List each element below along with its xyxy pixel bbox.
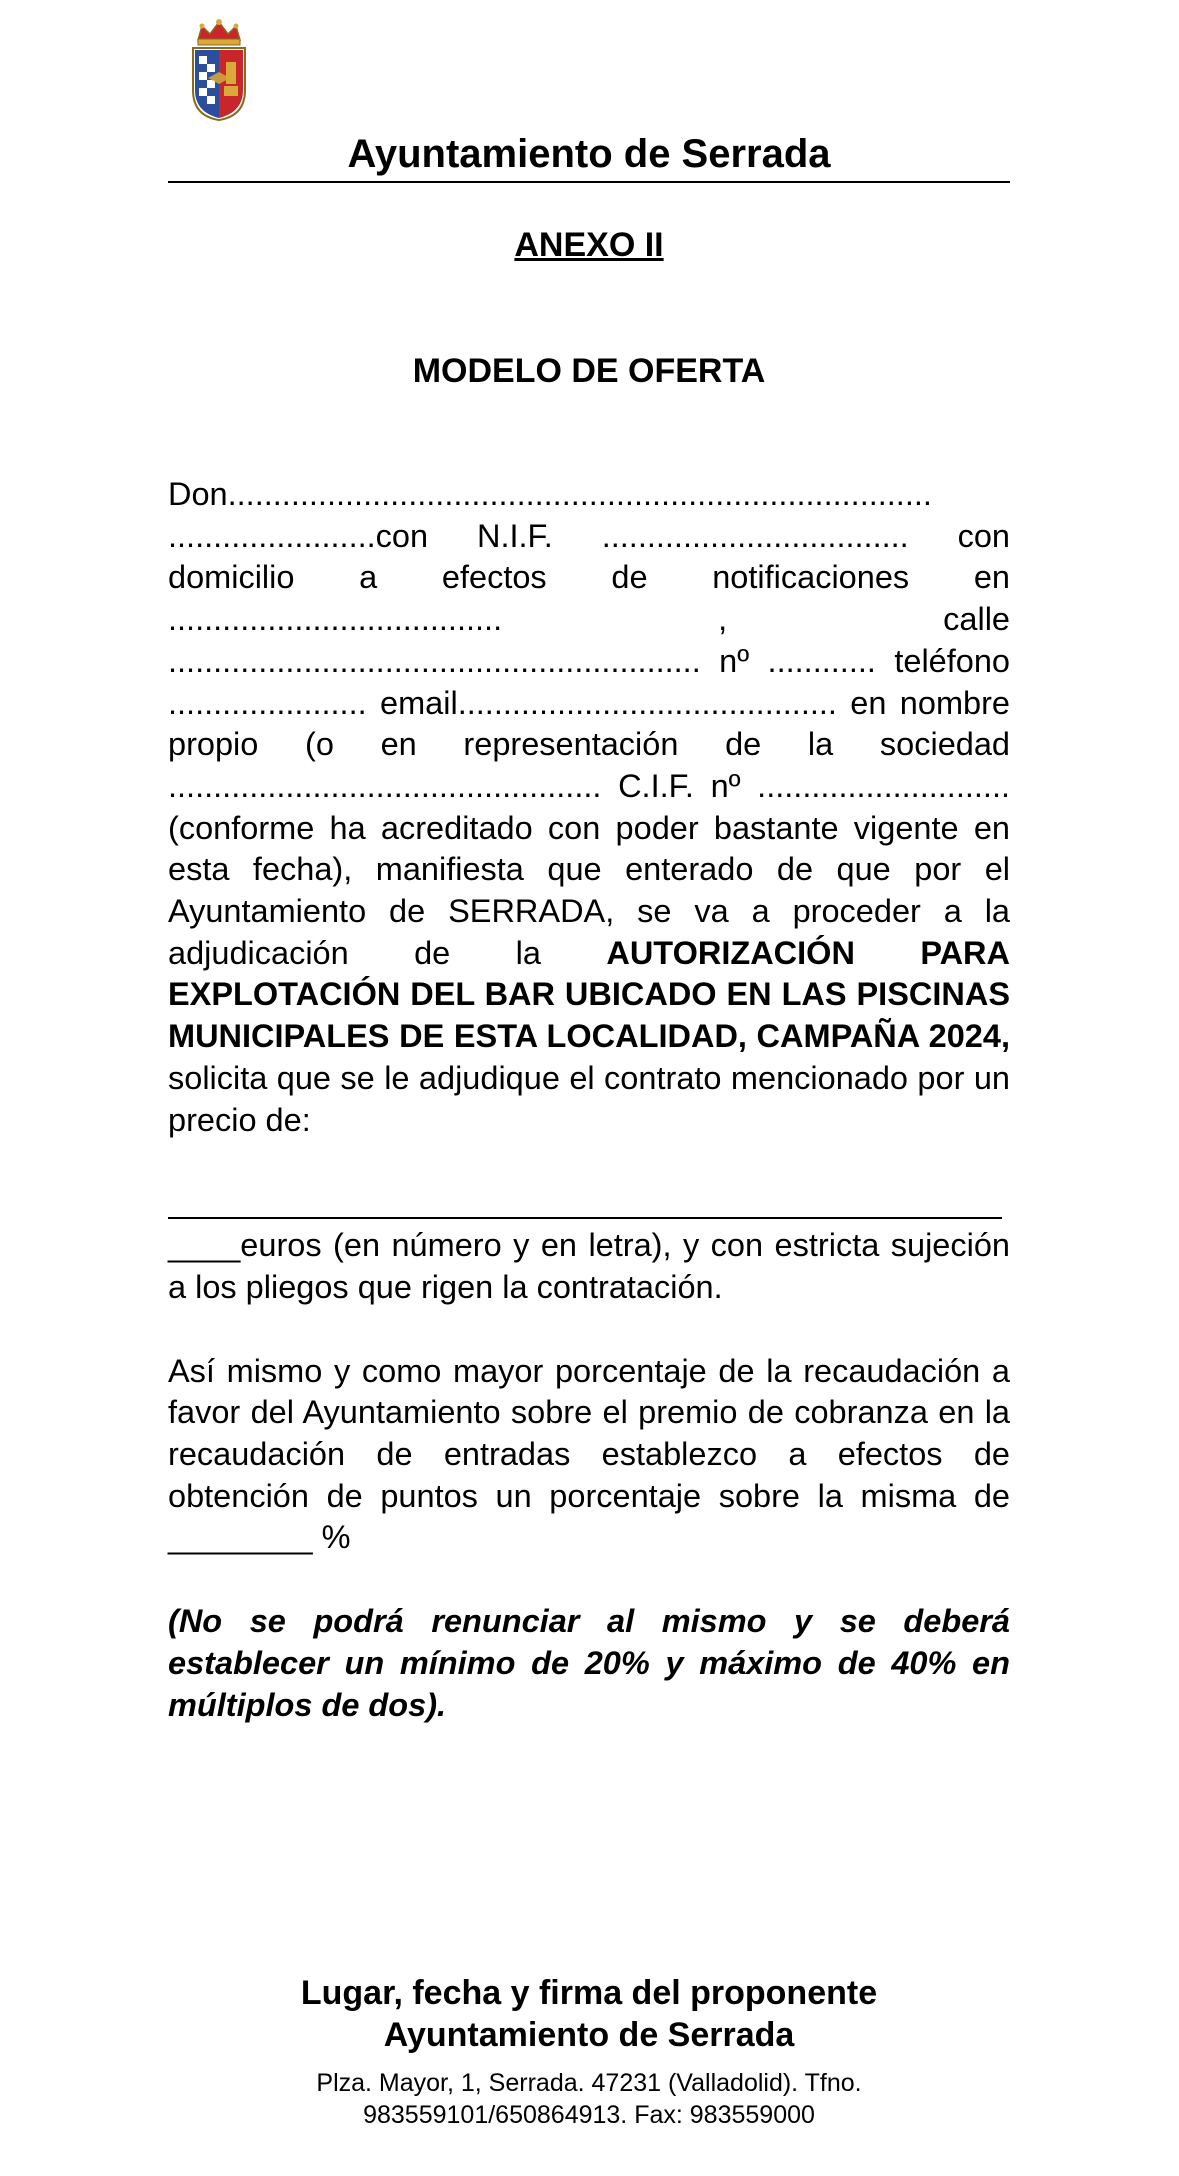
offerer-line: en ..................................... , calle (168, 559, 1010, 638)
offerer-line: domicilio a efectos de notificaciones (168, 559, 910, 596)
contract-object: AUTORIZACIÓN PARA EXPLOTACIÓN DEL BAR UBICADO EN LAS PISCINAS MUNICIPALES DE ESTA LOCALIDAD, CAMPAÑA 2024, (168, 934, 1010, 1055)
footer-organization: Ayuntamiento de Serrada (383, 2016, 795, 2054)
offerer-line: teléfono ...................... (168, 642, 1010, 721)
offerer-line: SERRADA, se va a proceder a la adjudicación de la (168, 893, 1011, 971)
offerer-line: ................................................ C.I.F. nº (168, 767, 741, 804)
offerer-line: .......................con N.I.F. .................................. con (168, 517, 1010, 554)
paragraph-percentage: Así mismo y como mayor porcentaje de la recaudación a favor del Ayuntamiento sobre el premio de cobranza en la recaudación de entradas establezco a efectos de obtención de puntos un porcentaje sobre la misma de ________ % (168, 1352, 1010, 1556)
offerer-line: Don.............................................................................. (168, 476, 932, 512)
request-text: solicita que se le adjudique el contrato mencionado por un precio de: (168, 1059, 1010, 1138)
spacer (168, 1141, 1010, 1183)
address-line: Plza. Mayor, 1, Serrada. 47231 (Valladolid). Tfno. (316, 2069, 862, 2097)
paragraph-note: (No se podrá renunciar al mismo y se deberá establecer un mínimo de 20% y máximo de 40% en múltiplos de dos). (168, 1603, 1010, 1723)
spacer (168, 1559, 1010, 1601)
paragraph-price: ____euros (en número y en letra), y con estricta sujeción a los pliegos que rigen la contratación. (168, 1227, 1010, 1305)
paragraph-offer-details (168, 474, 1010, 1141)
offerer-line: ............................ (conforme ha acreditado con (168, 767, 1010, 846)
footer-address (168, 2067, 1010, 2131)
header-divider (168, 181, 1010, 183)
offerer-line: que enterado de que por el Ayuntamiento de (168, 851, 1011, 930)
offerer-line: ........................................................... nº ............ (168, 642, 876, 679)
offerer-line: email.......................................... en nombre propio (168, 684, 1011, 763)
annex-title: ANEXO II (514, 226, 664, 264)
document-body (168, 474, 1010, 1726)
offerer-line: poder bastante vigente en esta fecha), manifiesta (168, 809, 1010, 888)
address-line: 983559101/650864913. Fax: 983559000 (363, 2101, 815, 2129)
price-blank-line (168, 1187, 1002, 1219)
coat-of-arms-icon (188, 18, 250, 122)
offerer-line: (o en representación de la sociedad (305, 726, 1011, 763)
organization-title: Ayuntamiento de Serrada (347, 132, 831, 176)
spacer (168, 1309, 1010, 1351)
model-title: MODELO DE OFERTA (412, 352, 766, 390)
signature-label: Lugar, fecha y firma del proponente (300, 1974, 878, 2012)
